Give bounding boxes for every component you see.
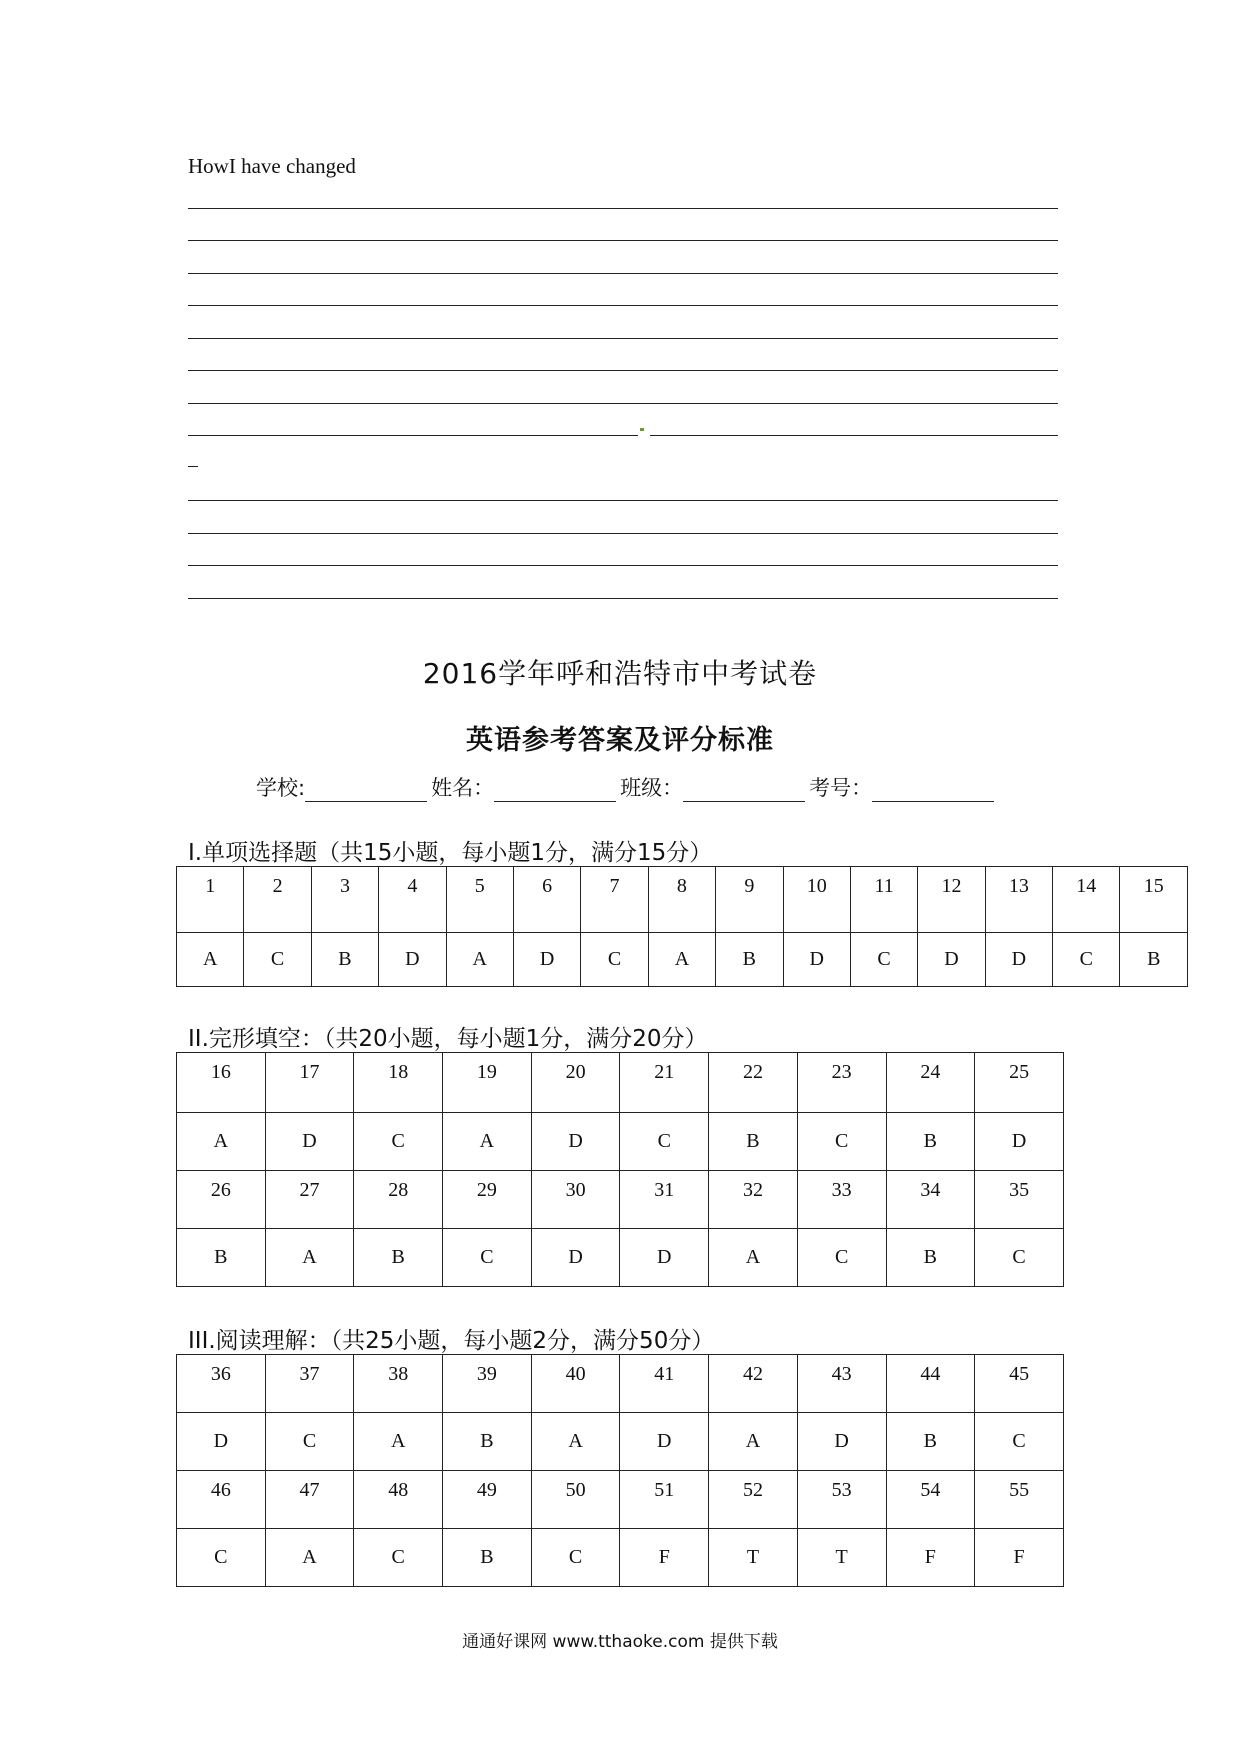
answer-cell: A xyxy=(177,1113,266,1171)
question-number-cell: 53 xyxy=(797,1471,886,1529)
name-blank[interactable] xyxy=(494,779,616,802)
question-number-cell: 52 xyxy=(709,1471,798,1529)
section-2-heading: II.完形填空：（共20小题，每小题1分，满分20分） xyxy=(188,1026,708,1052)
writing-line xyxy=(188,598,1058,599)
question-number-cell: 31 xyxy=(620,1171,709,1229)
question-number-cell: 15 xyxy=(1120,867,1188,933)
answer-cell: B xyxy=(709,1113,798,1171)
question-number-cell: 1 xyxy=(177,867,244,933)
answer-cell: A xyxy=(531,1413,620,1471)
answer-cell: D xyxy=(379,933,446,987)
question-number-cell: 45 xyxy=(975,1355,1064,1413)
writing-line xyxy=(188,240,1058,241)
section-2-answer-table xyxy=(176,1052,1064,1287)
question-number-row xyxy=(177,1053,1064,1113)
answer-cell: C xyxy=(177,1529,266,1587)
answer-cell: B xyxy=(311,933,378,987)
answer-cell: C xyxy=(620,1113,709,1171)
question-number-cell: 6 xyxy=(513,867,580,933)
school-blank[interactable] xyxy=(305,779,427,802)
question-number-cell: 44 xyxy=(886,1355,975,1413)
question-number-cell: 24 xyxy=(886,1053,975,1113)
answer-row xyxy=(177,933,1188,987)
answer-cell: C xyxy=(975,1413,1064,1471)
question-number-cell: 3 xyxy=(311,867,378,933)
answer-cell: C xyxy=(850,933,917,987)
section-3-answer-table xyxy=(176,1354,1064,1587)
answer-cell: B xyxy=(354,1229,443,1287)
question-number-cell: 38 xyxy=(354,1355,443,1413)
question-number-cell: 51 xyxy=(620,1471,709,1529)
answer-cell: D xyxy=(620,1413,709,1471)
answer-cell: A xyxy=(265,1229,354,1287)
question-number-cell: 35 xyxy=(975,1171,1064,1229)
answer-cell: C xyxy=(797,1229,886,1287)
question-number-cell: 12 xyxy=(918,867,985,933)
answer-cell: D xyxy=(918,933,985,987)
school-label: 学校: xyxy=(256,776,306,800)
writing-line xyxy=(188,565,1058,566)
question-number-cell: 28 xyxy=(354,1171,443,1229)
answer-cell: A xyxy=(265,1529,354,1587)
question-number-cell: 22 xyxy=(709,1053,798,1113)
answer-cell: D xyxy=(265,1113,354,1171)
exam-title: 2016学年呼和浩特市中考试卷 xyxy=(422,657,818,690)
question-number-cell: 10 xyxy=(783,867,850,933)
answer-cell: C xyxy=(531,1529,620,1587)
question-number-cell: 26 xyxy=(177,1171,266,1229)
question-number-cell: 34 xyxy=(886,1171,975,1229)
question-number-cell: 46 xyxy=(177,1471,266,1529)
section-1-answer-table xyxy=(176,866,1188,987)
question-number-cell: 43 xyxy=(797,1355,886,1413)
answer-cell: T xyxy=(797,1529,886,1587)
question-number-cell: 30 xyxy=(531,1171,620,1229)
answer-cell: D xyxy=(513,933,580,987)
question-number-cell: 29 xyxy=(443,1171,532,1229)
answer-cell: A xyxy=(177,933,244,987)
class-label: 班级： xyxy=(620,776,684,800)
question-number-cell: 49 xyxy=(443,1471,532,1529)
question-number-cell: 13 xyxy=(985,867,1052,933)
answer-cell: F xyxy=(886,1529,975,1587)
writing-line xyxy=(188,305,1058,306)
answer-cell: B xyxy=(1120,933,1188,987)
answer-cell: F xyxy=(620,1529,709,1587)
student-info-row xyxy=(256,772,998,802)
question-number-cell: 47 xyxy=(265,1471,354,1529)
answer-cell: B xyxy=(886,1113,975,1171)
answer-cell: A xyxy=(709,1413,798,1471)
class-blank[interactable] xyxy=(683,779,805,802)
footer-source: 通通好课网 www.tthaoke.com 提供下载 xyxy=(462,1632,778,1652)
question-number-cell: 42 xyxy=(709,1355,798,1413)
answer-cell: T xyxy=(709,1529,798,1587)
section-1-heading: I.单项选择题（共15小题，每小题1分，满分15分） xyxy=(188,840,713,866)
question-number-cell: 33 xyxy=(797,1171,886,1229)
answer-cell: D xyxy=(783,933,850,987)
question-number-row xyxy=(177,867,1188,933)
answer-cell: B xyxy=(443,1529,532,1587)
question-number-cell: 54 xyxy=(886,1471,975,1529)
question-number-cell: 37 xyxy=(265,1355,354,1413)
question-number-cell: 55 xyxy=(975,1471,1064,1529)
answer-cell: C xyxy=(975,1229,1064,1287)
answer-cell: A xyxy=(446,933,513,987)
answer-cell: D xyxy=(531,1229,620,1287)
writing-line xyxy=(188,500,1058,501)
question-number-cell: 4 xyxy=(379,867,446,933)
writing-line xyxy=(650,435,1058,436)
question-number-row xyxy=(177,1355,1064,1413)
question-number-cell: 21 xyxy=(620,1053,709,1113)
answer-key-title: 英语参考答案及评分标准 xyxy=(466,725,774,756)
question-number-cell: 14 xyxy=(1053,867,1120,933)
answer-cell: C xyxy=(244,933,311,987)
question-number-cell: 48 xyxy=(354,1471,443,1529)
question-number-cell: 41 xyxy=(620,1355,709,1413)
answer-cell: D xyxy=(975,1113,1064,1171)
answer-row xyxy=(177,1113,1064,1171)
answer-cell: B xyxy=(886,1229,975,1287)
question-number-cell: 8 xyxy=(648,867,715,933)
question-number-cell: 23 xyxy=(797,1053,886,1113)
answer-cell: B xyxy=(886,1413,975,1471)
answer-cell: A xyxy=(443,1113,532,1171)
answer-cell: C xyxy=(443,1229,532,1287)
answer-cell: D xyxy=(797,1413,886,1471)
writing-line xyxy=(188,435,638,436)
writing-line xyxy=(188,370,1058,371)
question-number-cell: 17 xyxy=(265,1053,354,1113)
question-number-cell: 25 xyxy=(975,1053,1064,1113)
answer-cell: D xyxy=(620,1229,709,1287)
answer-row xyxy=(177,1413,1064,1471)
name-label: 姓名： xyxy=(431,776,495,800)
question-number-cell: 9 xyxy=(716,867,783,933)
answer-cell: D xyxy=(177,1413,266,1471)
writing-line xyxy=(188,338,1058,339)
answer-cell: B xyxy=(716,933,783,987)
question-number-row xyxy=(177,1471,1064,1529)
essay-title: HowI have changed xyxy=(188,154,356,178)
answer-cell: C xyxy=(797,1113,886,1171)
question-number-cell: 16 xyxy=(177,1053,266,1113)
answer-cell: C xyxy=(265,1413,354,1471)
question-number-cell: 18 xyxy=(354,1053,443,1113)
writing-line xyxy=(188,273,1058,274)
question-number-cell: 32 xyxy=(709,1171,798,1229)
question-number-cell: 36 xyxy=(177,1355,266,1413)
answer-cell: A xyxy=(709,1229,798,1287)
exam-number-label: 考号： xyxy=(809,776,873,800)
writing-line xyxy=(188,533,1058,534)
answer-cell: C xyxy=(1053,933,1120,987)
exam-number-blank[interactable] xyxy=(872,779,994,802)
writing-line xyxy=(188,403,1058,404)
question-number-cell: 2 xyxy=(244,867,311,933)
ink-mark xyxy=(188,466,198,467)
answer-cell: D xyxy=(531,1113,620,1171)
answer-cell: A xyxy=(648,933,715,987)
question-number-cell: 27 xyxy=(265,1171,354,1229)
writing-line xyxy=(188,208,1058,209)
question-number-cell: 19 xyxy=(443,1053,532,1113)
answer-cell: C xyxy=(581,933,648,987)
question-number-cell: 39 xyxy=(443,1355,532,1413)
answer-row xyxy=(177,1229,1064,1287)
answer-cell: B xyxy=(443,1413,532,1471)
answer-cell: C xyxy=(354,1113,443,1171)
answer-cell: A xyxy=(354,1413,443,1471)
question-number-row xyxy=(177,1171,1064,1229)
question-number-cell: 7 xyxy=(581,867,648,933)
question-number-cell: 20 xyxy=(531,1053,620,1113)
question-number-cell: 50 xyxy=(531,1471,620,1529)
ink-mark xyxy=(640,428,644,431)
answer-row xyxy=(177,1529,1064,1587)
question-number-cell: 11 xyxy=(850,867,917,933)
answer-cell: F xyxy=(975,1529,1064,1587)
answer-cell: C xyxy=(354,1529,443,1587)
question-number-cell: 40 xyxy=(531,1355,620,1413)
answer-cell: B xyxy=(177,1229,266,1287)
section-3-heading: III.阅读理解：（共25小题，每小题2分，满分50分） xyxy=(188,1328,715,1354)
answer-cell: D xyxy=(985,933,1052,987)
question-number-cell: 5 xyxy=(446,867,513,933)
